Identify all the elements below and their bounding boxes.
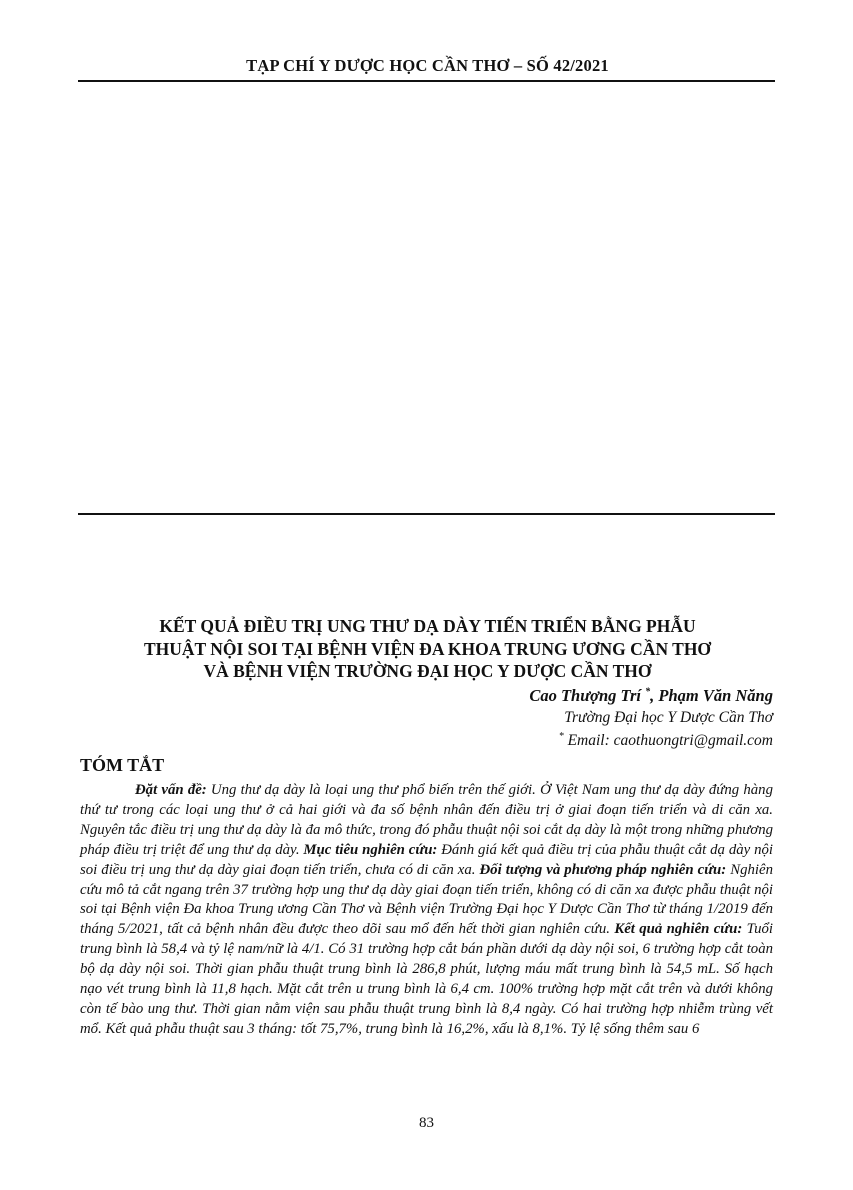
background-text: Ung thư dạ dày là loại ung thư phổ biến trên thế giới. Ở Việt Nam ung thư dạ dày đứng hàng thứ tư trong các loại ung thư ở cả hai giới và đa số bệnh nhân đến điều trị ở giai đoạn tiến triển và di căn xa. Nguyên tắc điều trị ung thư dạ dày là đa mô thức, trong đó phẫu thuật nội soi cắt dạ dày là một trong những phương pháp điều trị triệt để ung thư dạ dày.	[80, 782, 773, 858]
title-line: KẾT QUẢ ĐIỀU TRỊ UNG THƯ DẠ DÀY TIẾN TRIỂN BẰNG PHẪU	[159, 616, 696, 636]
abstract-heading: TÓM TẮT	[80, 755, 165, 775]
abstract-body	[80, 781, 773, 1040]
objective-text: Đánh giá kết quả điều trị của phẫu thuật cắt dạ dày nội soi điều trị ung thư dạ dày giai đoạn tiến triển, chưa có di căn xa.	[80, 841, 773, 878]
header-rule	[78, 80, 775, 82]
author-separator: ,	[650, 686, 659, 705]
author-name: Cao Thượng Trí	[529, 686, 641, 705]
methods-text: Nghiên cứu mô tả cắt ngang trên 37 trường hợp ung thư dạ dày giai đoạn tiến triển, không có di căn xa được phẫu thuật nội soi tại Bệnh viện Đa khoa Trung ương Cần Thơ và Bệnh viện Trường Đại học Y Dược Cần Thơ từ tháng 1/2019 đến tháng 5/2021, tất cả bệnh nhân đều được theo dõi sau mổ đến hết thời gian nghiên cứu.	[80, 861, 773, 938]
objective-label: Mục tiêu nghiên cứu:	[303, 841, 438, 858]
author-name: Phạm Văn Năng	[658, 686, 773, 705]
methods-label: Đối tượng và phương pháp nghiên cứu:	[479, 861, 727, 878]
article-title	[80, 615, 775, 683]
email-mark: *	[558, 730, 564, 742]
journal-header: TẠP CHÍ Y DƯỢC HỌC CẦN THƠ – SỐ 42/2021	[246, 56, 609, 75]
results-label: Kết quả nghiên cứu:	[614, 921, 743, 938]
section-divider	[78, 513, 775, 515]
contact-email	[559, 732, 773, 750]
title-line: VÀ BỆNH VIỆN TRƯỜNG ĐẠI HỌC Y DƯỢC CẦN THƠ	[203, 661, 652, 681]
results-text: Tuổi trung bình là 58,4 và tỷ lệ nam/nữ là 4/1. Có 31 trường hợp cắt bán phần dưới dạ dày nội soi, 6 trường hợp cắt toàn bộ dạ dày nội soi. Thời gian phẫu thuật trung bình là 286,8 phút, lượng máu mất trung bình là 54,5 mL. Số hạch nạo vét trung bình là 11,8 hạch. Mặt cắt trên u trung bình là 6,4 cm. 100% trường hợp mặt cắt trên và dưới không còn tế bào ung thư. Thời gian nằm viện sau phẫu thuật trung bình là 8,4 ngày. Có hai trường hợp nhiễm trùng vết mổ. Kết quả phẫu thuật sau 3 tháng: tốt 75,7%, trung bình là 16,2%, xấu là 8,1%. Tỷ lệ sống thêm sau 6	[80, 921, 773, 1037]
email-text: Email: caothuongtri@gmail.com	[567, 732, 773, 749]
author-list	[529, 686, 773, 706]
title-line: THUẬT NỘI SOI TẠI BỆNH VIỆN ĐA KHOA TRUNG ƯƠNG CẦN THƠ	[143, 638, 712, 659]
background-label: Đặt vấn đề:	[135, 782, 207, 798]
corresponding-mark: *	[645, 686, 651, 698]
page-number: 83	[419, 1115, 434, 1131]
affiliation: Trường Đại học Y Dược Cần Thơ	[564, 709, 773, 726]
